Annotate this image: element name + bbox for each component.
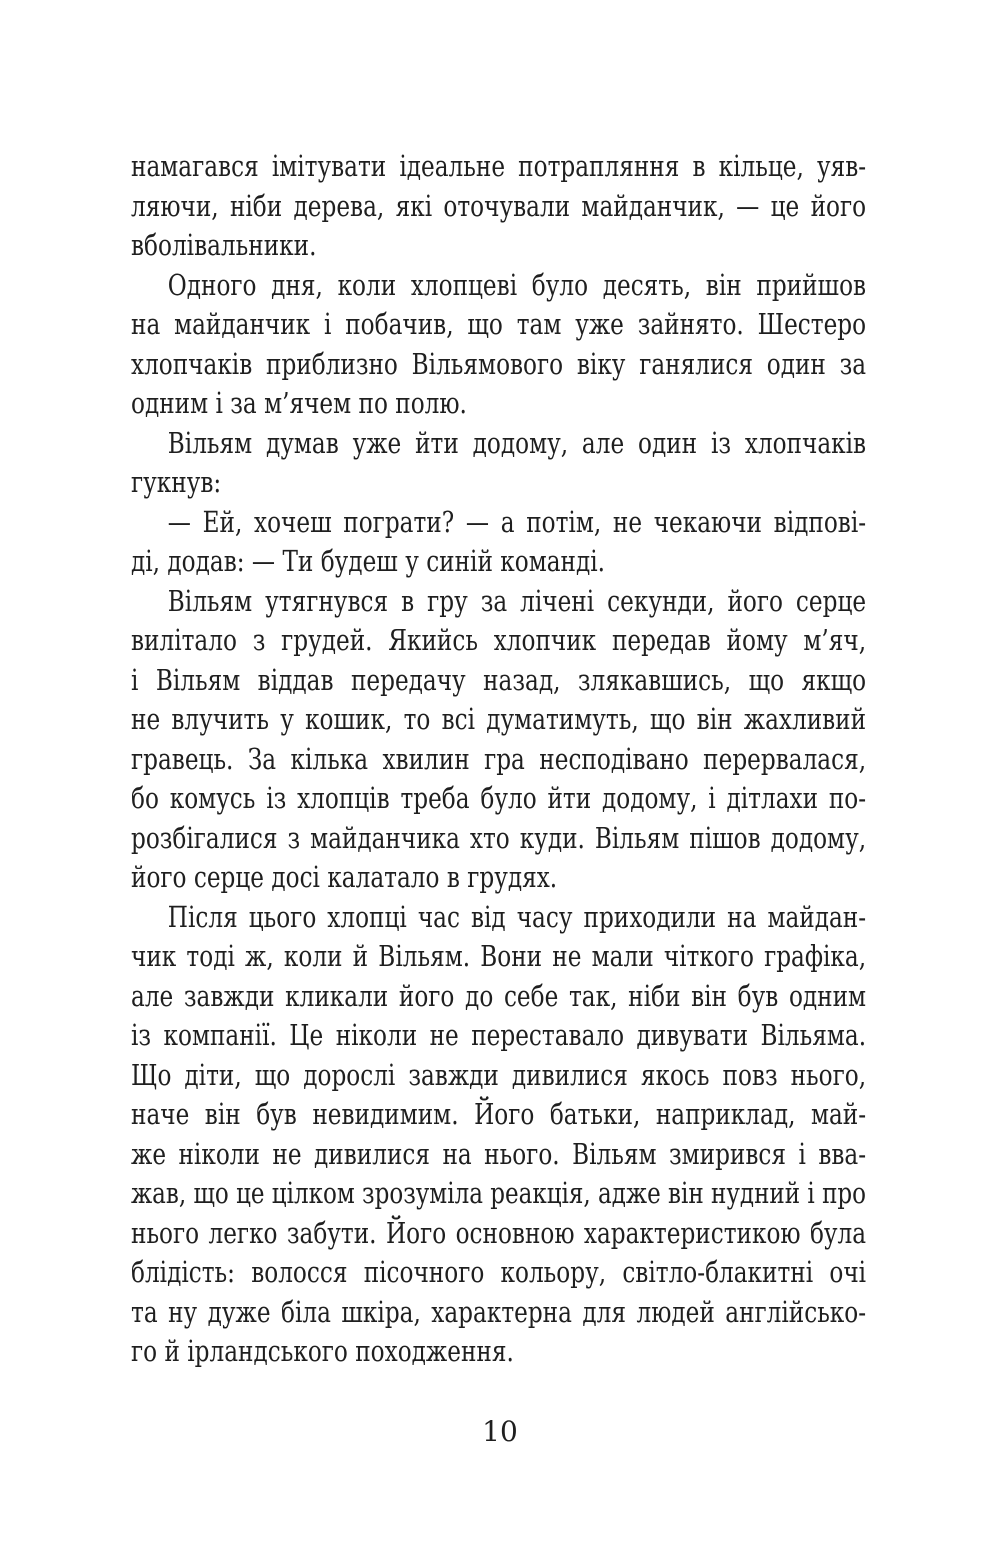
text-line: ляючи, ніби дерева, які оточували майданчик, — це його [131,188,867,223]
paragraph [131,898,866,1372]
text-line: гукнув: [131,465,222,499]
text-line: Після цього хлопці час від часу приходили на майдан- [167,899,867,934]
text-line: — Ей, хочеш пограти? — а потім, не чекаючи відпові- [167,504,867,539]
text-line: жав, що це цілком зрозуміла реакція, адже він нудний і про [131,1176,867,1210]
text-line: на майданчик і побачив, що там уже зайнято. Шестеро [131,307,867,341]
text-line: не влучить у кошик, то всі думатимуть, що він жахливий [131,702,867,736]
paragraph [131,582,866,898]
text-line: го й ірландського походження. [131,1334,514,1368]
text-line: але завжди кликали його до себе так, ніби він був одним [131,978,867,1013]
paragraph [131,147,866,266]
text-line: із компанії. Це ніколи не переставало дивувати Вільяма. [131,1018,867,1052]
text-line: розбігалися з майданчика хто куди. Вільям пішов додому, [131,820,867,855]
text-line: хлопчаків приблизно Вільямового віку ганялися один за [131,346,867,381]
text-line: Що діти, що дорослі завжди дивилися якось повз нього, [131,1057,867,1092]
paragraph [131,424,866,503]
text-line: Вільям думав уже йти додому, але один із хлопчаків [167,425,867,460]
text-line: ді, додав: — Ти будеш у синій команді. [131,544,606,578]
text-line: гравець. За кілька хвилин гра несподівано перервалася, [131,741,867,776]
text-line: одним і за м’ячем по полю. [131,386,467,420]
text-line: чик тоді ж, коли й Вільям. Вони не мали чіткого графіка, [131,939,867,973]
page-number: 10 [482,1415,518,1448]
text-line: Одного дня, коли хлопцеві було десять, він прийшов [167,267,867,302]
text-line: вболівальники. [131,228,317,262]
paragraph [131,266,866,424]
text-line: його серце досі калатало в грудях. [131,860,558,894]
text-line: та ну дуже біла шкіра, характерна для людей англійсько- [131,1294,867,1329]
text-line: і Вільям віддав передачу назад, злякавшись, що якщо [131,662,867,697]
paragraph [131,503,866,582]
text-line: же ніколи не дивилися на нього. Вільям змирився і вва- [131,1136,867,1171]
text-line: намагався імітувати ідеальне потрапляння в кільце, уяв- [131,149,867,183]
text-line: Вільям утягнувся в гру за лічені секунди, його серце [167,583,867,618]
text-line: бо комусь із хлопців треба було йти додому, і дітлахи по- [131,781,867,815]
text-line: нього легко забути. Його основною характеристикою була [131,1215,867,1250]
text-line: наче він був невидимим. Його батьки, наприклад, май- [131,1097,867,1131]
text-line: блідість: волосся пісочного кольору, світло-блакитні очі [131,1255,867,1289]
page-text [131,147,866,1372]
text-line: вилітало з грудей. Якийсь хлопчик передав йому м’яч, [131,623,867,657]
